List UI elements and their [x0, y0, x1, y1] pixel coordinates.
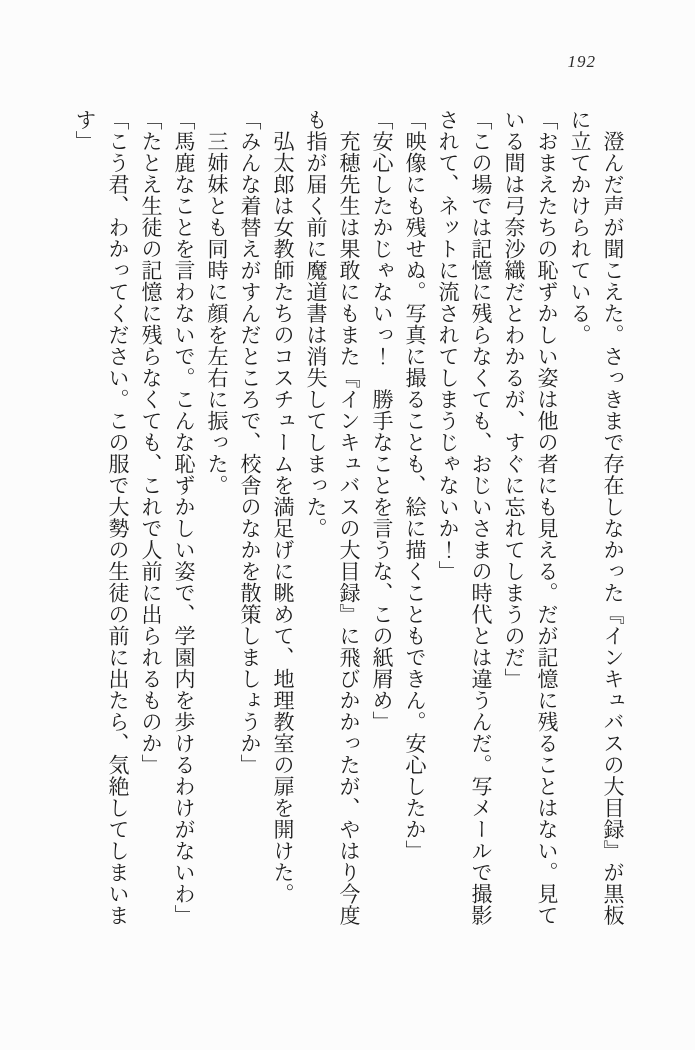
text-line: されて、ネットに流されてしまうじゃないか！」: [436, 109, 460, 582]
text-line: 「映像にも残せぬ。写真に撮ることも、絵に描くこともできん。安心したか」: [403, 109, 427, 862]
text-line: いる間は弓奈沙織だとわかるが、すぐに忘れてしまうのだ」: [502, 109, 526, 690]
text-block: [68, 109, 629, 933]
text-line: 三姉妹とも同時に顔を左右に振った。: [205, 109, 229, 496]
text-line: に立てかけられている。: [568, 109, 592, 346]
text-line: す」: [73, 109, 97, 152]
text-line: 「この場では記憶に残らなくても、おじいさまの時代とは違うんだ。写メールで撮影: [469, 109, 493, 926]
text-line: 充穂先生は果敢にもまた『インキュバスの大目録』に飛びかかったが、やはり今度: [337, 109, 361, 926]
text-line: 「おまえたちの恥ずかしい姿は他の者にも見える。だが記憶に残ることはない。見て: [535, 109, 559, 926]
text-line: 澄んだ声が聞こえた。さっきまで存在しなかった『インキュバスの大目録』が黒板: [601, 109, 625, 926]
text-line: も指が届く前に魔道書は消失してしまった。: [304, 109, 328, 539]
text-line: 「こう君、わかってください。この服で大勢の生徒の前に出たら、気絶してしまいま: [106, 109, 130, 926]
text-line: 「安心したかじゃないっ！ 勝手なことを言うな、この紙屑め」: [370, 109, 394, 733]
text-line: 「みんな着替えがすんだところで、校舎のなかを散策しましょうか」: [238, 109, 262, 776]
text-line: 「たとえ生徒の記憶に残らなくても、これで人前に出られるものか」: [139, 109, 163, 776]
text-line: 「馬鹿なことを言わないで。こんな恥ずかしい姿で、学園内を歩けるわけがないわ」: [172, 109, 196, 926]
page-number: 192: [567, 52, 596, 71]
text-line: 弘太郎は女教師たちのコスチュームを満足げに眺めて、地理教室の扉を開けた。: [271, 109, 295, 905]
